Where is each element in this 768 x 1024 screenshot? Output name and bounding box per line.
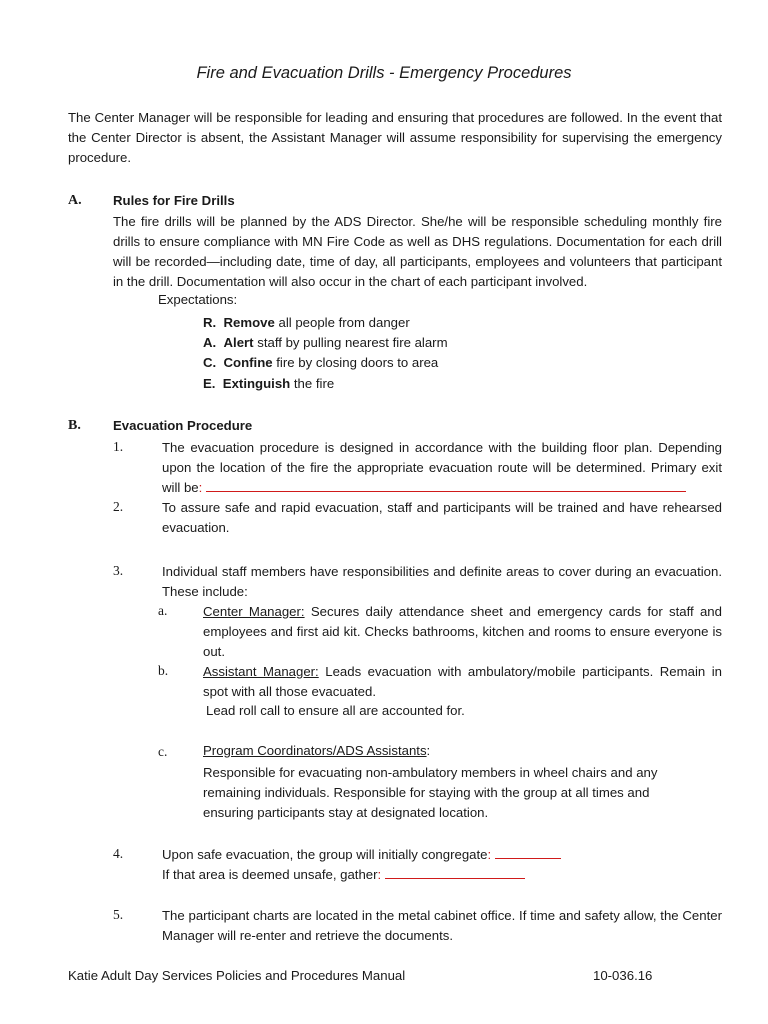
- intro-paragraph: The Center Manager will be responsible for leading and ensuring that procedures are followed. In the event that the Center Director is absent, the Assistant Manager will assume responsibility for supervising the emergency procedure.: [68, 110, 722, 165]
- section-a-heading: Rules for Fire Drills: [113, 193, 235, 208]
- race-text: fire by closing doors to area: [272, 355, 439, 370]
- item-1-text: [162, 438, 722, 498]
- subitem-c-heading: [203, 743, 430, 758]
- primary-exit-blank[interactable]: [206, 478, 686, 492]
- role-description: Leads evacuation with ambulatory/mobile participants. Remain in spot with all those evacuated.: [203, 664, 722, 699]
- gather-text: If that area is deemed unsafe, gather: [162, 867, 378, 882]
- expectations-label: Expectations:: [158, 292, 238, 307]
- colon: :: [377, 867, 382, 882]
- subitem-letter: b.: [158, 663, 169, 678]
- roll-call-line: Lead roll call to ensure all are accounted for.: [206, 703, 465, 718]
- item-number: 1.: [113, 439, 124, 454]
- colon: :: [487, 847, 492, 862]
- section-b-heading: Evacuation Procedure: [113, 418, 253, 433]
- race-item-extinguish: [203, 374, 334, 394]
- race-letter: A.: [203, 335, 217, 350]
- subitem-a-text: [203, 602, 722, 662]
- race-keyword: Extinguish: [222, 376, 291, 391]
- role-center-manager: Center Manager:: [203, 604, 305, 619]
- gather-blank[interactable]: [385, 865, 525, 879]
- section-a-letter: A.: [68, 193, 82, 208]
- footer-document-code: 10-036.16: [593, 968, 653, 983]
- subitem-b-text: [203, 662, 722, 702]
- role-colon: :: [426, 743, 431, 758]
- role-program-coordinators: Program Coordinators/ADS Assistants: [203, 743, 427, 758]
- footer-manual-title: Katie Adult Day Services Policies and Procedures Manual: [68, 968, 406, 983]
- item-4-line-1: [162, 845, 561, 862]
- race-keyword: Confine: [223, 355, 273, 370]
- race-text: staff by pulling nearest fire alarm: [253, 335, 448, 350]
- item-1-colon: :: [198, 480, 203, 495]
- item-number: 3.: [113, 563, 124, 578]
- race-text: all people from danger: [274, 315, 410, 330]
- page-title: Fire and Evacuation Drills - Emergency Procedures: [196, 64, 572, 82]
- subitem-letter: a.: [158, 603, 168, 618]
- congregate-blank[interactable]: [495, 845, 561, 859]
- subitem-c-text: Responsible for evacuating non-ambulatory members in wheel chairs and any remaining individuals. Responsible for staying with the group at all times and ensuring participants stay at designated location.: [203, 765, 658, 820]
- item-3-text: Individual staff members have responsibilities and definite areas to cover during an evacuation. These include:: [162, 564, 722, 599]
- item-1-body: The evacuation procedure is designed in accordance with the building floor plan. Depending upon the location of the fire the appropriate evacuation route will be determined. Primary exit will be: [162, 440, 722, 495]
- item-5-text: The participant charts are located in the metal cabinet office. If time and safety allow, the Center Manager will re-enter and retrieve the documents.: [162, 908, 722, 943]
- item-number: 5.: [113, 907, 124, 922]
- section-b-letter: B.: [68, 418, 81, 433]
- section-a-body: The fire drills will be planned by the ADS Director. She/he will be responsible scheduling monthly fire drills to ensure compliance with MN Fire Code as well as DHS regulations. Documentation for each drill will be recorded—including date, time of day, all participants, employees and volunteers that participant in the drill. Documentation will also occur in the chart of each participant involved.: [113, 214, 722, 289]
- role-description: Secures daily attendance sheet and emergency cards for staff and employees and first aid kit. Checks bathrooms, kitchen and rooms to ensure everyone is out.: [203, 604, 722, 659]
- subitem-letter: c.: [158, 744, 168, 759]
- role-assistant-manager: Assistant Manager:: [203, 664, 319, 679]
- race-item-confine: [203, 353, 438, 373]
- race-item-remove: [203, 313, 410, 333]
- race-letter: R.: [203, 315, 217, 330]
- item-number: 4.: [113, 846, 124, 861]
- item-2-text: To assure safe and rapid evacuation, staff and participants will be trained and have rehearsed evacuation.: [162, 500, 722, 535]
- race-keyword: Alert: [223, 335, 254, 350]
- congregate-text: Upon safe evacuation, the group will initially congregate: [162, 847, 488, 862]
- race-item-alert: [203, 333, 448, 353]
- race-keyword: Remove: [223, 315, 275, 330]
- race-text: the fire: [290, 376, 335, 391]
- race-letter: E.: [203, 376, 216, 391]
- race-letter: C.: [203, 355, 217, 370]
- item-4-line-2: [162, 865, 525, 882]
- item-number: 2.: [113, 499, 124, 514]
